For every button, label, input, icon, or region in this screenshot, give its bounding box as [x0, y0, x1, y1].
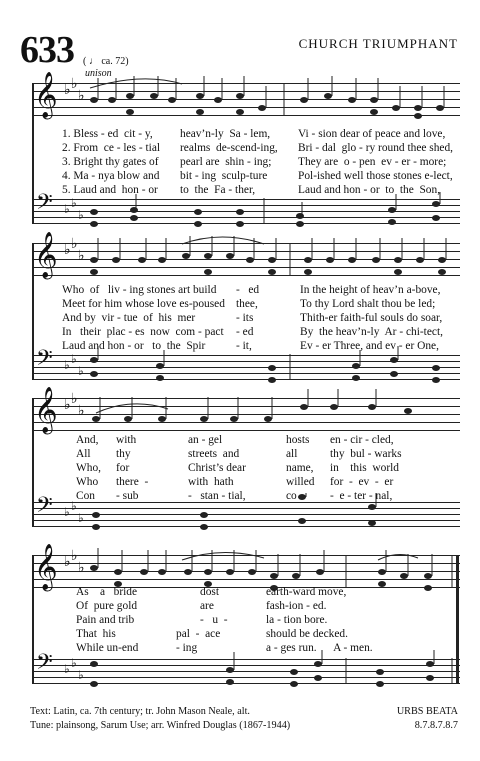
lyric-line: 1. Bless - ed cit - y,	[62, 128, 153, 140]
lyric-line: should be decked.	[266, 628, 348, 640]
treble-clef-icon: 𝄞	[34, 232, 58, 278]
lyric-line: there -	[116, 476, 149, 488]
bass-notes	[32, 650, 460, 690]
lyric-line: co	[286, 490, 297, 502]
flat-icon: ♭	[78, 511, 84, 525]
bass-clef-icon: 𝄢	[36, 650, 53, 680]
tune-credit: Tune: plainsong, Sarum Use; arr. Winfred Douglas (1867-1944)	[30, 720, 291, 731]
bass-notes	[32, 493, 460, 533]
lyric-line: en - cir - cled,	[330, 434, 394, 446]
lyric-line: Laud and hon - or to the Spir	[62, 340, 206, 352]
lyric-line: While un-end	[76, 642, 139, 654]
lyric-line: for - ev - er	[330, 476, 394, 488]
tempo-marking: ( ♩ ca. 72)	[83, 56, 129, 67]
lyric-line: Christ’s dear	[188, 462, 246, 474]
lyric-line: 3. Bright thy gates of	[62, 156, 159, 168]
meter: 8.7.8.7.8.7	[414, 720, 458, 731]
lyric-line: 2. From ce - les - tial	[62, 142, 161, 154]
flat-icon: ♭	[78, 668, 84, 682]
lyric-line: - u -	[200, 614, 228, 626]
lyric-line: Laud and hon - or to the Son,	[298, 184, 441, 196]
lyric-line: Pain and trib	[76, 614, 135, 626]
treble-clef-icon: 𝄞	[34, 544, 58, 590]
lyric-line: - e - ter - nal,	[330, 490, 393, 502]
lyric-line: willed	[286, 476, 315, 488]
lyric-line: thy	[116, 448, 131, 460]
lyric-line: are	[200, 600, 214, 612]
lyric-line: name,	[286, 462, 314, 474]
bass-clef-icon: 𝄢	[36, 190, 53, 220]
lyric-line: a - ges run. A - men.	[266, 642, 373, 654]
lyric-line: And,	[76, 434, 99, 446]
lyric-line: - it,	[236, 340, 252, 352]
flat-icon: ♭	[71, 352, 77, 366]
lyric-line: bit - ing sculp-ture	[180, 170, 268, 182]
lyric-line: Ev - er Three, and ev - er One,	[300, 340, 439, 352]
lyric-line: Who	[76, 476, 99, 488]
flat-icon: ♭	[71, 499, 77, 513]
lyric-line: with hath	[188, 476, 234, 488]
flat-icon: ♭	[71, 196, 77, 210]
lyric-line: In their plac - es now com - pact	[62, 326, 224, 338]
flat-icon: ♭	[71, 548, 78, 564]
flat-icon: ♭	[78, 560, 85, 576]
section-heading: CHURCH TRIUMPHANT	[298, 36, 458, 51]
lyric-line: la - tion bore.	[266, 614, 328, 626]
flat-icon: ♭	[64, 202, 70, 216]
text-credit: Text: Latin, ca. 7th century; tr. John Mason Neale, alt.	[30, 706, 250, 717]
lyric-line: all	[286, 448, 298, 460]
flat-icon: ♭	[78, 88, 85, 104]
treble-notes	[32, 385, 460, 435]
lyric-line: thy bul - warks	[330, 448, 402, 460]
flat-icon: ♭	[64, 662, 70, 676]
lyric-line: That his	[76, 628, 116, 640]
lyric-line: - stan - tial,	[188, 490, 246, 502]
flat-icon: ♭	[71, 656, 77, 670]
lyric-line: Bri - dal glo - ry round thee shed,	[298, 142, 454, 154]
lyric-line: earth-ward move,	[266, 586, 347, 598]
flat-icon: ♭	[78, 364, 84, 378]
flat-icon: ♭	[64, 505, 70, 519]
lyric-line: - sub	[116, 490, 139, 502]
lyric-line: Con	[76, 490, 95, 502]
lyric-line: By the heav’n-ly Ar - chi-tect,	[300, 326, 443, 338]
lyric-line: As a bride	[76, 586, 138, 598]
lyric-line: 4. Ma - nya blow and	[62, 170, 160, 182]
flat-icon: ♭	[78, 208, 84, 222]
lyric-line: Who,	[76, 462, 101, 474]
flat-icon: ♭	[64, 82, 71, 98]
lyric-line: They are o - pen ev - er - more;	[298, 156, 447, 168]
lyric-line: streets and	[188, 448, 240, 460]
unison-marking: unison	[85, 68, 112, 79]
flat-icon: ♭	[71, 76, 78, 92]
bass-notes	[32, 190, 460, 230]
lyric-line: And by vir - tue of his mer	[62, 312, 196, 324]
lyric-line: pearl are shin - ing;	[180, 156, 272, 168]
lyric-line: heav’n-ly Sa - lem,	[180, 128, 271, 140]
lyric-line: fash-ion - ed.	[266, 600, 327, 612]
flat-icon: ♭	[64, 242, 71, 258]
lyric-line: pal - ace	[176, 628, 221, 640]
lyric-line: hosts	[286, 434, 310, 446]
lyric-line: Thith-er faith-ful souls do soar,	[300, 312, 443, 324]
lyric-line: to the Fa - ther,	[180, 184, 256, 196]
bass-clef-icon: 𝄢	[36, 346, 53, 376]
lyric-line: - ed	[236, 326, 254, 338]
lyric-line: Who of liv - ing stones art build	[62, 284, 217, 296]
flat-icon: ♭	[64, 554, 71, 570]
treble-clef-icon: 𝄞	[34, 72, 58, 118]
lyric-line: thee,	[236, 298, 258, 310]
lyric-line: dost	[200, 586, 219, 598]
lyric-line: an - gel	[188, 434, 223, 446]
treble-notes	[32, 70, 460, 120]
lyric-line: with	[116, 434, 137, 446]
bass-clef-icon: 𝄢	[36, 493, 53, 523]
lyric-line: 5. Laud and hon - or	[62, 184, 158, 196]
lyric-line: - its	[236, 312, 254, 324]
hymn-number: 633	[20, 29, 74, 71]
lyric-line: - ed	[236, 284, 260, 296]
lyric-line: Pol-ished well those stones e-lect,	[298, 170, 453, 182]
lyric-line: realms de-scend-ing,	[180, 142, 278, 154]
flat-icon: ♭	[78, 248, 85, 264]
lyric-line: In the height of heav’n a-bove,	[300, 284, 441, 296]
flat-icon: ♭	[71, 236, 78, 252]
treble-notes	[32, 542, 460, 592]
lyric-line: Vi - sion dear of peace and love,	[298, 128, 446, 140]
treble-notes	[32, 230, 460, 280]
tune-name: URBS BEATA	[396, 706, 458, 717]
bass-notes	[32, 346, 460, 386]
treble-clef-icon: 𝄞	[34, 387, 58, 433]
flat-icon: ♭	[64, 358, 70, 372]
lyric-line: Of pure gold	[76, 600, 138, 612]
lyric-line: Meet for him whose love es-poused	[62, 298, 225, 310]
flat-icon: ♭	[71, 391, 78, 407]
lyric-line: To thy Lord shalt thou be led;	[300, 298, 436, 310]
lyric-line: - ing	[176, 642, 198, 654]
lyric-line: All	[76, 448, 91, 460]
lyric-line: in this world	[330, 462, 399, 474]
flat-icon: ♭	[78, 403, 85, 419]
lyric-line: for	[116, 462, 130, 474]
flat-icon: ♭	[64, 397, 71, 413]
